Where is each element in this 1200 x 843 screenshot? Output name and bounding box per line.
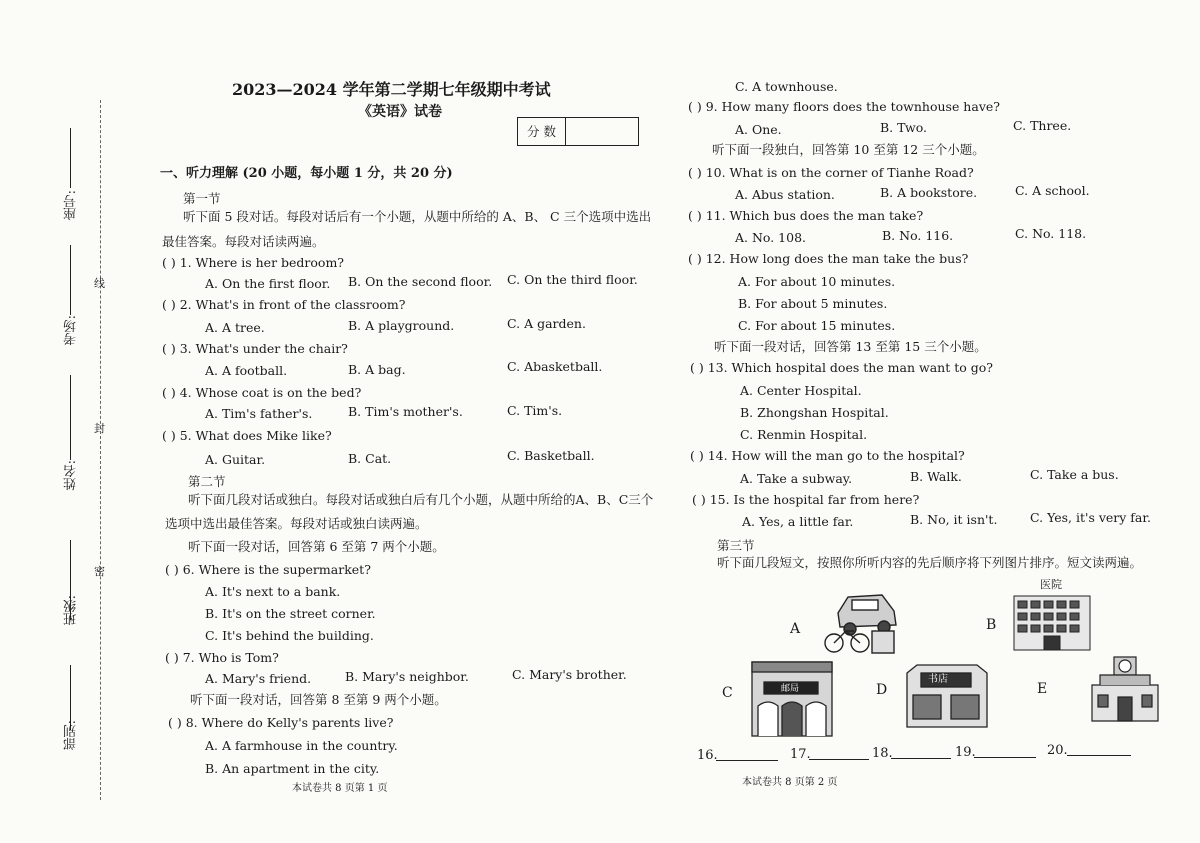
- part1-label: 第一节: [183, 191, 221, 206]
- q7-option-c: C. Mary's brother.: [512, 667, 627, 682]
- instr-q13-q15: 听下面一段对话，回答第 13 至第 15 三个小题。: [714, 339, 987, 354]
- blank-17-line[interactable]: [809, 759, 869, 760]
- q10-option-a: A. Abus station.: [735, 187, 835, 202]
- q12-option-a: A. For about 10 minutes.: [738, 274, 896, 289]
- q2-option-c: C. A garden.: [507, 316, 586, 331]
- instr-q8-q9: 听下面一段对话，回答第 8 至第 9 两个小题。: [190, 692, 447, 707]
- q6-option-a: A. It's next to a bank.: [205, 584, 341, 599]
- footer-right: 本试卷共 8 页第 2 页: [742, 777, 838, 788]
- q8-text: ( ) 8. Where do Kelly's parents live?: [168, 715, 394, 730]
- seat-line: [70, 128, 71, 188]
- q6-option-b: B. It's on the street corner.: [205, 606, 376, 621]
- q14-option-a: A. Take a subway.: [740, 471, 853, 486]
- q1-option-b: B. On the second floor.: [348, 274, 493, 289]
- pic-a-label: A: [790, 621, 801, 637]
- blank-18-number: 18.: [872, 746, 893, 761]
- q4-text: ( ) 4. Whose coat is on the bed?: [162, 385, 362, 400]
- q2-option-a: A. A tree.: [205, 320, 265, 335]
- q15-text: ( ) 15. Is the hospital far from here?: [692, 492, 920, 507]
- q15-option-c: C. Yes, it's very far.: [1030, 510, 1151, 525]
- q8-option-c: C. A townhouse.: [735, 79, 838, 94]
- q11-option-a: A. No. 108.: [735, 230, 806, 245]
- q14-text: ( ) 14. How will the man go to the hospital?: [690, 448, 965, 463]
- seal-dashed-line: [100, 100, 101, 800]
- room-line: [70, 245, 71, 315]
- q9-option-c: C. Three.: [1013, 118, 1072, 133]
- part1-instruction: 听下面 5 段对话。每段对话后有一个小题，从题中所给的 A、B、 C 三个选项中选出: [183, 209, 652, 224]
- q8-option-b: B. An apartment in the city.: [205, 761, 380, 776]
- pic-e-label: E: [1037, 681, 1048, 697]
- blank-16-number: 16.: [697, 748, 718, 763]
- q14-option-b: B. Walk.: [910, 469, 962, 484]
- q10-text: ( ) 10. What is on the corner of Tianhe Road?: [688, 165, 974, 180]
- q10-option-b: B. A bookstore.: [880, 185, 978, 200]
- q9-text: ( ) 9. How many floors does the townhouse have?: [688, 99, 1000, 114]
- name-label: 姓名:: [64, 460, 79, 491]
- blank-18-line[interactable]: [891, 758, 951, 759]
- q7-option-b: B. Mary's neighbor.: [345, 669, 469, 684]
- q2-text: ( ) 2. What's in front of the classroom?: [162, 297, 406, 312]
- pic-b-sign: 医院: [1040, 578, 1062, 591]
- footer-left: 本试卷共 8 页第 1 页: [292, 783, 388, 794]
- q13-option-a: A. Center Hospital.: [740, 383, 862, 398]
- q4-option-c: C. Tim's.: [507, 403, 563, 418]
- score-box: [517, 117, 639, 146]
- q3-option-c: C. Abasketball.: [507, 359, 603, 374]
- section-title: 一、听力理解 (20 小题，每小题 1 分，共 20 分): [160, 166, 453, 181]
- q15-option-b: B. No, it isn't.: [910, 512, 998, 527]
- part2-instruction: 听下面几段对话或独白。每段对话或独白后有几个小题，从题中所给的A、B、C三个: [188, 492, 654, 507]
- q6-text: ( ) 6. Where is the supermarket?: [165, 562, 371, 577]
- mark-xian: 线: [94, 277, 105, 290]
- pic-c-post-office: [750, 660, 834, 738]
- q14-option-c: C. Take a bus.: [1030, 467, 1119, 482]
- name-line: [70, 375, 71, 460]
- q6-option-c: C. It's behind the building.: [205, 628, 374, 643]
- q5-option-c: C. Basketball.: [507, 448, 595, 463]
- pic-b-hospital: [1012, 592, 1092, 652]
- q13-text: ( ) 13. Which hospital does the man want to go?: [690, 360, 993, 375]
- pic-b-label: B: [986, 617, 997, 633]
- q11-option-b: B. No. 116.: [882, 228, 954, 243]
- pic-c-label: C: [722, 685, 733, 701]
- school-label: 部别:: [64, 720, 79, 751]
- q2-option-b: B. A playground.: [348, 318, 455, 333]
- part1-instruction-cont: 最佳答案。每段对话读两遍。: [162, 234, 325, 249]
- q13-option-c: C. Renmin Hospital.: [740, 427, 868, 442]
- q13-option-b: B. Zhongshan Hospital.: [740, 405, 889, 420]
- instr-q10-q12: 听下面一段独白，回答第 10 至第 12 三个小题。: [712, 142, 985, 157]
- class-label: 班级:: [64, 595, 79, 626]
- q3-text: ( ) 3. What's under the chair?: [162, 341, 348, 356]
- part2-instruction-cont: 选项中选出最佳答案。每段对话或独白读两遍。: [165, 516, 428, 531]
- exam-subtitle: 《英语》试卷: [358, 104, 442, 120]
- q11-text: ( ) 11. Which bus does the man take?: [688, 208, 924, 223]
- pic-c-sign: 邮局: [781, 684, 800, 694]
- q9-option-b: B. Two.: [880, 120, 928, 135]
- exam-title: 2023—2024 学年第二学期七年级期中考试: [232, 80, 551, 99]
- part2-label: 第二节: [188, 474, 226, 489]
- pic-d-label: D: [876, 682, 888, 698]
- q4-option-b: B. Tim's mother's.: [348, 404, 463, 419]
- q12-option-c: C. For about 15 minutes.: [738, 318, 896, 333]
- q12-text: ( ) 12. How long does the man take the bus?: [688, 251, 969, 266]
- q1-option-a: A. On the first floor.: [205, 276, 331, 291]
- seat-label: 座号:: [64, 190, 79, 221]
- blank-20-number: 20.: [1047, 743, 1068, 758]
- q3-option-b: B. A bag.: [348, 362, 406, 377]
- q8-option-a: A. A farmhouse in the country.: [205, 738, 398, 753]
- q7-text: ( ) 7. Who is Tom?: [165, 650, 279, 665]
- q11-option-c: C. No. 118.: [1015, 226, 1087, 241]
- blank-20-line[interactable]: [1067, 755, 1131, 756]
- pic-a-car-bicycle: [820, 585, 900, 657]
- pic-d-sign: 书店: [928, 674, 948, 685]
- score-label: 分 数: [518, 118, 566, 145]
- blank-19-number: 19.: [955, 745, 976, 760]
- q12-option-b: B. For about 5 minutes.: [738, 296, 888, 311]
- q3-option-a: A. A football.: [205, 363, 288, 378]
- mark-feng: 封: [94, 422, 105, 435]
- q5-option-b: B. Cat.: [348, 451, 392, 466]
- blank-19-line[interactable]: [974, 757, 1036, 758]
- q9-option-a: A. One.: [735, 122, 782, 137]
- instr-q6-q7: 听下面一段对话，回答第 6 至第 7 两个小题。: [188, 539, 445, 554]
- room-label: 考场:: [64, 315, 79, 346]
- pic-e-school: [1090, 655, 1160, 723]
- q1-text: ( ) 1. Where is her bedroom?: [162, 255, 345, 270]
- part3-instruction: 听下面几段短文，按照你所听内容的先后顺序将下列图片排序。短文读两遍。: [717, 555, 1143, 570]
- q5-option-a: A. Guitar.: [205, 452, 266, 467]
- part3-label: 第三节: [717, 538, 755, 553]
- q5-text: ( ) 5. What does Mike like?: [162, 428, 332, 443]
- blank-16-line[interactable]: [716, 760, 778, 761]
- q7-option-a: A. Mary's friend.: [205, 671, 312, 686]
- q15-option-a: A. Yes, a little far.: [742, 514, 854, 529]
- pic-d-bookstore: [905, 663, 989, 729]
- blank-17-number: 17.: [790, 747, 811, 762]
- mark-mi: 密: [94, 565, 105, 578]
- q10-option-c: C. A school.: [1015, 183, 1090, 198]
- q1-option-c: C. On the third floor.: [507, 272, 638, 287]
- q4-option-a: A. Tim's father's.: [205, 406, 313, 421]
